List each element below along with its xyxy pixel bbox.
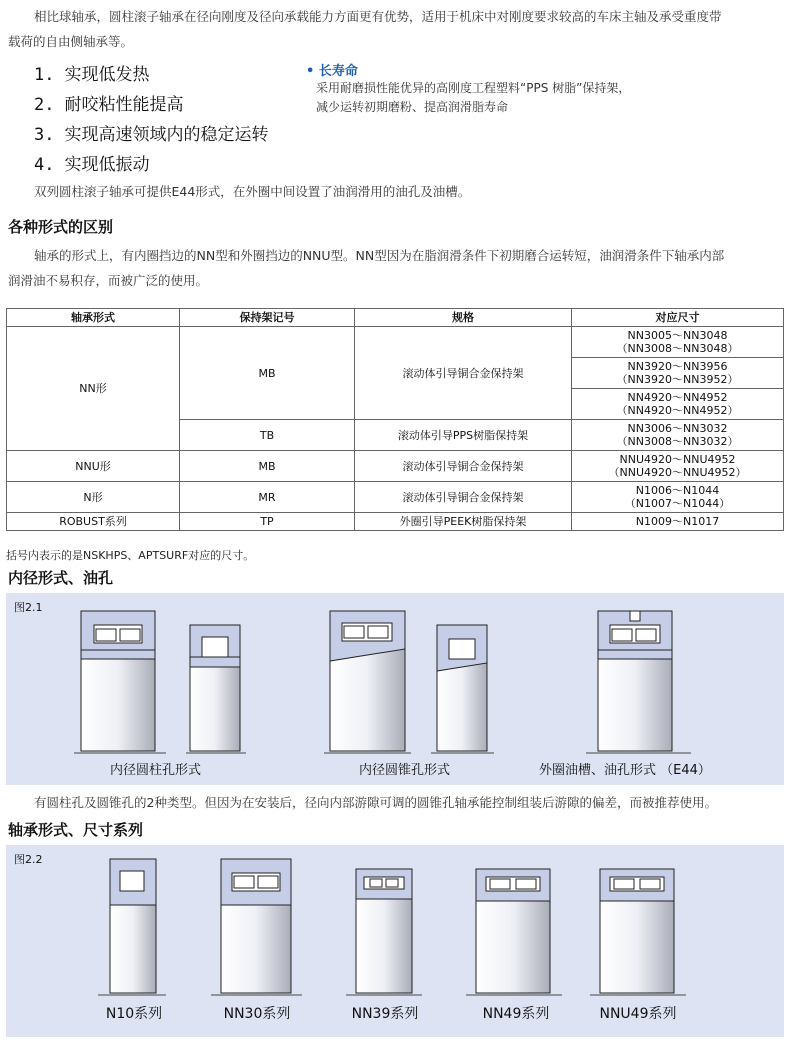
roller	[612, 629, 632, 641]
cell-type: ROBUST系列	[7, 513, 180, 531]
figure-caption: 内径圆柱孔形式	[110, 763, 202, 778]
bearing-nn39	[346, 869, 422, 995]
cell-cage: MB	[180, 451, 355, 482]
roller	[202, 637, 228, 657]
figure-caption: NN39系列	[351, 1006, 419, 1022]
bearing-spec-table	[6, 308, 784, 531]
roller	[516, 879, 536, 889]
cell-size: N1009～N1017	[572, 513, 784, 531]
roller	[234, 876, 254, 888]
figure-caption: NN30系列	[223, 1006, 291, 1022]
bearing-nn30	[211, 859, 302, 995]
bearing-tapered-double	[324, 611, 411, 753]
long-life-title: • 长寿命	[306, 64, 358, 79]
figure-2-1	[6, 593, 784, 785]
e44-note: 双列圆柱滚子轴承可提供E44形式，在外圈中间设置了油润滑用的油孔及油槽。	[34, 184, 471, 199]
long-life-line-1: 采用耐磨损性能优异的高刚度工程塑料“PPS 树脂”保持架，	[316, 81, 631, 95]
cell-type: NN形	[7, 327, 180, 451]
cell-spec: 滚动体引导铜合金保持架	[355, 482, 572, 513]
table-row	[7, 513, 784, 531]
bearing-cylindrical-double	[74, 611, 166, 753]
cell-spec: 滚动体引导铜合金保持架	[355, 327, 572, 420]
figure-2-2	[6, 845, 784, 1037]
cell-cage: TB	[180, 420, 355, 451]
bearing-diagrams-inner-bore	[6, 593, 784, 785]
table-header-row	[7, 309, 784, 327]
col-header: 轴承形式	[7, 309, 180, 327]
oil-hole-icon	[630, 611, 640, 621]
table-row	[7, 451, 784, 482]
cell-cage: MR	[180, 482, 355, 513]
roller	[640, 879, 660, 889]
roller	[344, 626, 364, 638]
figure-label: 图2.1	[14, 601, 43, 614]
cell-size: NN3006～NN3032 （NN3008～NN3032）	[572, 420, 784, 451]
roller	[614, 879, 634, 889]
col-header: 保持架记号	[180, 309, 355, 327]
table-row	[7, 482, 784, 513]
roller	[96, 629, 116, 641]
section1-line-2: 润滑油不易积存，而被广泛的使用。	[8, 273, 209, 288]
bearing-nn49	[466, 869, 562, 995]
feature-item: 1. 实现低发热	[34, 65, 150, 85]
cell-size: NN3920～NN3956 （NN3920～NN3952）	[572, 358, 784, 389]
feature-item: 4. 实现低振动	[34, 155, 150, 175]
section-title: 各种形式的区别	[8, 218, 114, 236]
cell-type: NNU形	[7, 451, 180, 482]
roller	[120, 629, 140, 641]
roller	[449, 639, 475, 659]
roller	[368, 626, 388, 638]
cell-cage: TP	[180, 513, 355, 531]
figure1-note: 有圆柱孔及圆锥孔的2种类型。但因为在安装后，径向内部游隙可调的圆锥孔轴承能控制组装后游隙的偏差，而被推荐使用。	[34, 795, 717, 810]
cell-size: N1006～N1044 （N1007～N1044）	[572, 482, 784, 513]
roller	[258, 876, 278, 888]
section-title: 轴承形式、尺寸系列	[8, 821, 144, 839]
intro-line-1: 相比球轴承，圆柱滚子轴承在径向刚度及径向承载能力方面更有优势，适用于机床中对刚度要求较高的车床主轴及承受重度带	[34, 9, 722, 24]
cell-cage: MB	[180, 327, 355, 420]
figure-caption: 外圈油槽、油孔形式 （E44）	[539, 763, 711, 778]
roller	[386, 879, 398, 887]
figure-label: 图2.2	[14, 853, 43, 866]
long-life-line-2: 减少运转初期磨粉、提高润滑脂寿命	[316, 100, 509, 114]
bearing-nnu49	[590, 869, 686, 995]
section1-line-1: 轴承的形式上，有内圈挡边的NN型和外圈挡边的NNU型。NN型因为在脂润滑条件下初期磨合运转短，油润滑条件下轴承内部	[34, 248, 725, 263]
cell-spec: 外圈引导PEEK树脂保持架	[355, 513, 572, 531]
feature-item: 3. 实现高速领域内的稳定运转	[34, 125, 269, 145]
col-header: 对应尺寸	[572, 309, 784, 327]
cell-size: NN4920～NN4952 （NN4920～NN4952）	[572, 389, 784, 420]
figure-caption: NNU49系列	[599, 1006, 677, 1022]
section-title: 内径形式、油孔	[8, 569, 114, 587]
roller	[370, 879, 382, 887]
roller	[490, 879, 510, 889]
figure-caption: NN49系列	[482, 1006, 550, 1022]
cell-size: NN3005～NN3048 （NN3008～NN3048）	[572, 327, 784, 358]
figure-caption: N10系列	[105, 1006, 163, 1022]
bearing-n10	[98, 859, 166, 995]
intro-line-2: 载荷的自由侧轴承等。	[8, 34, 134, 49]
table-row	[7, 327, 784, 358]
bearing-cylindrical-single	[186, 625, 246, 753]
bearing-e44-oil-groove	[586, 611, 691, 753]
cell-size: NNU4920～NNU4952 （NNU4920～NNU4952）	[572, 451, 784, 482]
figure-caption: 内径圆锥孔形式	[359, 763, 451, 778]
roller	[636, 629, 656, 641]
bearing-tapered-single	[431, 625, 494, 753]
cell-spec: 滚动体引导铜合金保持架	[355, 451, 572, 482]
feature-item: 2. 耐咬粘性能提高	[34, 95, 184, 115]
cell-spec: 滚动体引导PPS树脂保持架	[355, 420, 572, 451]
cell-type: N形	[7, 482, 180, 513]
col-header: 规格	[355, 309, 572, 327]
roller	[120, 871, 144, 891]
table-note: 括号内表示的是NSKHPS、APTSURF对应的尺寸。	[6, 549, 255, 562]
